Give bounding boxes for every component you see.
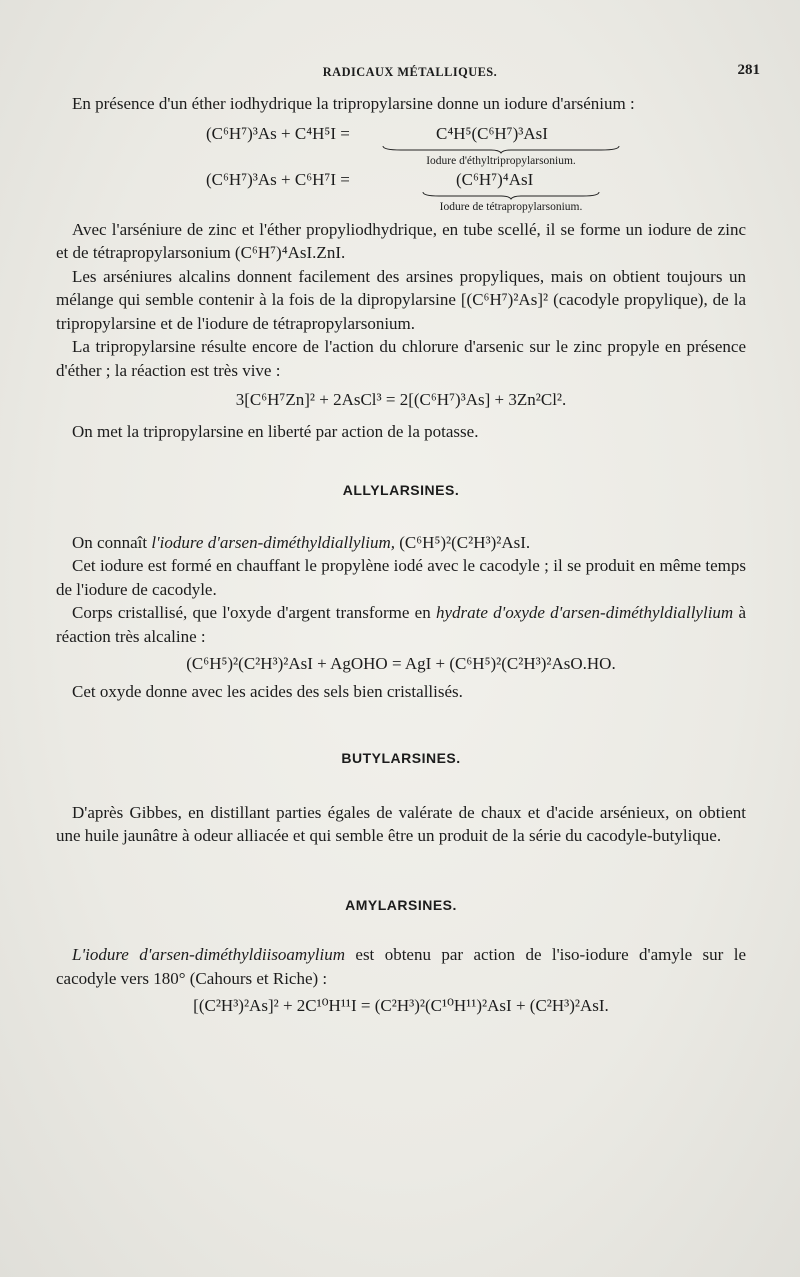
paragraph-9: Cet oxyde donne avec les acides des sels bien cristallisés.: [72, 681, 463, 701]
page-body: [56, 92, 746, 1018]
paragraph-3: Les arséniures alcalins donnent facilement des arsines propyliques, mais on obtient toujours un mélange qui semble contenir à la fois de la dipropylarsine [(C⁶H⁷)²As]² (cacodyle propylique), de la tripropylarsine et de l'iodure de tétrapropylarsonium.: [56, 266, 746, 333]
paragraph-10: D'après Gibbes, en distillant parties égales de valérate de chaux et d'acide arsénieux, on obtient une huile jaunâtre à odeur alliacée et qui semble être un produit de la série du cacodyle-butylique.: [56, 802, 746, 845]
page-number: 281: [737, 62, 760, 78]
paragraph-8-a: Corps cristallisé, que l'oxyde d'argent transforme en: [72, 603, 436, 622]
equation-1-right: C⁴H⁵(C⁶H⁷)³AsI: [436, 123, 548, 143]
paragraph-11-b: est obtenu par action de l'iso-iodure d'amyle sur le cacodyle vers 180° (Cahours et Riche) :: [56, 945, 747, 988]
paragraph-5: On met la tripropylarsine en liberté par action de la potasse.: [72, 421, 479, 441]
section-title-allylarsines: ALLYLARSINES.: [342, 482, 460, 498]
paragraph-6-term: l'iodure d'arsen-diméthyldiallylium,: [151, 532, 395, 552]
page-header: [60, 64, 760, 84]
equation-2: [56, 168, 746, 192]
paragraph-2: Avec l'arséniure de zinc et l'éther propyliodhydrique, en tube scellé, il se forme un iodure de zinc et de tétrapropylarsonium (C⁶H⁷)⁴AsI.ZnI.: [56, 219, 746, 262]
paragraph-8: [56, 601, 746, 648]
paragraph-11: [56, 943, 746, 990]
equation-1-label: Iodure d'éthyltripropylarsonium.: [426, 154, 576, 167]
equation-2-right: (C⁶H⁷)⁴AsI: [456, 169, 534, 189]
paragraph-1: En présence d'un éther iodhydrique la tripropylarsine donne un iodure d'arsénium :: [72, 94, 635, 113]
paragraph-11-term: L'iodure d'arsen-diméthyldiisoamylium: [72, 945, 345, 964]
brace-2: [421, 190, 601, 200]
equation-2-left: (C⁶H⁷)³As + C⁶H⁷I =: [206, 169, 350, 189]
running-head: RADICAUX MÉTALLIQUES.: [322, 64, 498, 79]
section-title-butylarsines: BUTYLARSINES.: [341, 750, 461, 766]
paragraph-6-b: (C⁶H⁵)²(C²H³)²AsI.: [395, 532, 531, 552]
paragraph-8-b: à réaction très alcaline :: [56, 603, 746, 646]
equation-1-left: (C⁶H⁷)³As + C⁴H⁵I =: [206, 123, 350, 143]
equation-5: [(C²H³)²As]² + 2C¹⁰H¹¹I = (C²H³)²(C¹⁰H¹¹)²AsI + (C²H³)²AsI.: [193, 996, 609, 1015]
section-title-amylarsines: AMYLARSINES.: [345, 896, 457, 913]
paragraph-7: Cet iodure est formé en chauffant le propylène iodé avec le cacodyle ; il se produit en même temps de l'iodure de cacodyle.: [56, 556, 746, 599]
paragraph-6: [56, 531, 746, 555]
brace-1: [381, 144, 621, 154]
equation-4: (C⁶H⁵)²(C²H³)²AsI + AgOHO = AgI + (C⁶H⁵)²(C²H³)²AsO.HO.: [186, 654, 616, 673]
paragraph-6-a: On connaît: [72, 532, 152, 552]
equation-3: 3[C⁶H⁷Zn]² + 2AsCl³ = 2[(C⁶H⁷)³As] + 3Zn²Cl².: [235, 390, 567, 409]
equation-1: [56, 122, 746, 146]
paragraph-4: La tripropylarsine résulte encore de l'action du chlorure d'arsenic sur le zinc propyle en présence d'éther ; la réaction est très vive :: [56, 337, 746, 380]
equation-2-label: Iodure de tétrapropylarsonium.: [439, 200, 583, 213]
paragraph-8-term: hydrate d'oxyde d'arsen-diméthyldiallylium: [435, 603, 734, 622]
